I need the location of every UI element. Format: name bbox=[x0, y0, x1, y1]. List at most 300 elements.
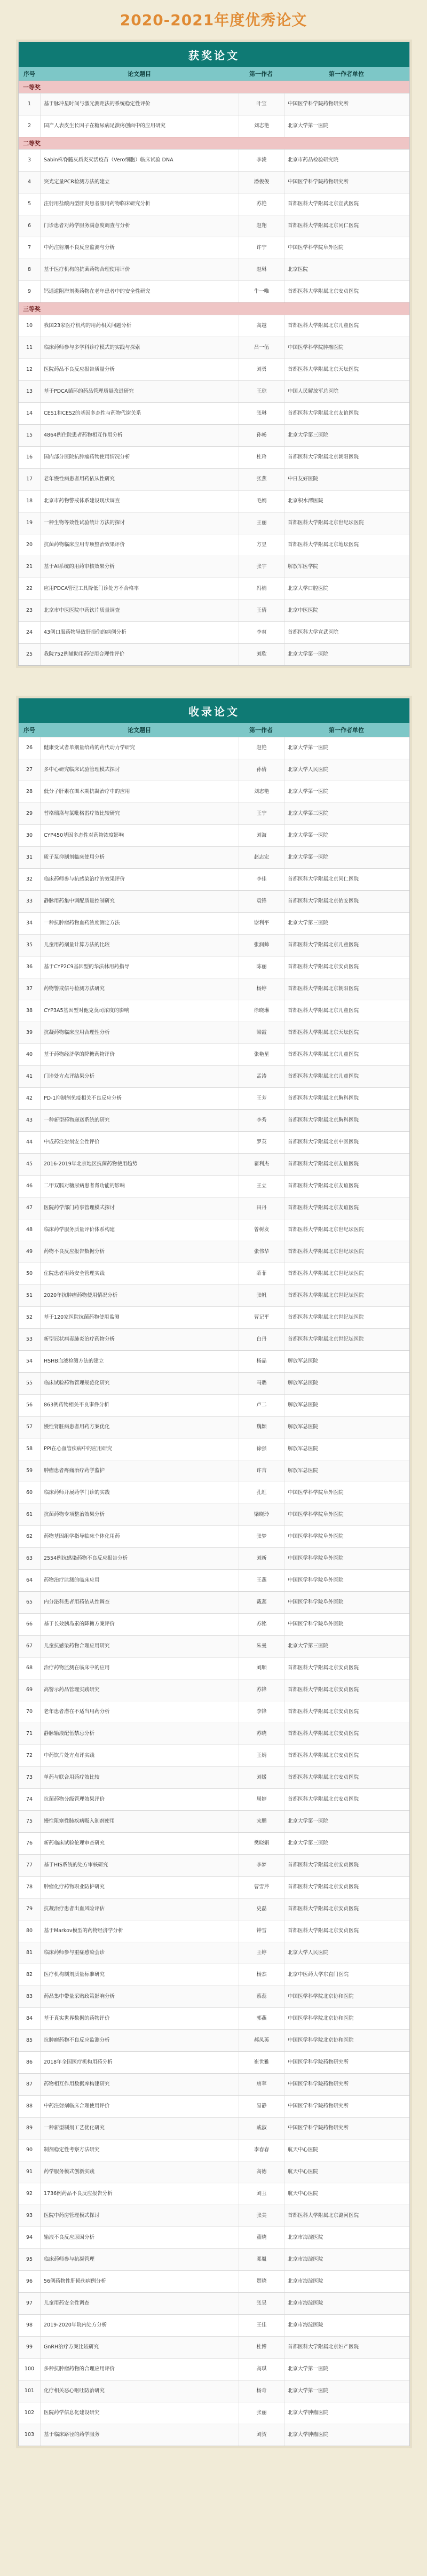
row-no: 89 bbox=[19, 2118, 41, 2139]
row-no: 63 bbox=[19, 1548, 41, 1569]
row-unit: 中日友好医院 bbox=[288, 476, 319, 482]
table-row bbox=[19, 2205, 409, 2227]
row-title: 基于CYP2C9基因型的华法林用药指导 bbox=[41, 956, 239, 978]
row-author: 刘欣 bbox=[239, 644, 284, 665]
row-author: 杨婷 bbox=[239, 978, 284, 1000]
row-author: 王燕 bbox=[239, 1570, 284, 1591]
row-unit: 首都医科大学附属北京安贞医院 bbox=[288, 1709, 359, 1715]
table-row bbox=[19, 2073, 409, 2095]
row-title: 儿童用药安全性调查 bbox=[41, 2293, 239, 2314]
table-row bbox=[19, 2117, 409, 2139]
column-no: 序号 bbox=[23, 727, 35, 734]
row-title: 药品集中带量采购政策影响分析 bbox=[41, 1986, 239, 2007]
row-no: 100 bbox=[19, 2359, 41, 2380]
row-title: 多种抗肿瘤药物的合理应用评价 bbox=[41, 2359, 239, 2380]
row-unit: 中国医学科学院阜外医院 bbox=[288, 1512, 344, 1517]
row-no: 48 bbox=[19, 1219, 41, 1241]
row-no: 12 bbox=[19, 359, 41, 380]
row-no: 62 bbox=[19, 1526, 41, 1547]
row-no: 32 bbox=[19, 869, 41, 890]
table-row bbox=[19, 1044, 409, 1065]
table-row bbox=[19, 2051, 409, 2073]
row-no: 19 bbox=[19, 512, 41, 534]
award-table-body bbox=[19, 81, 409, 665]
row-unit: 北京大学第一医院 bbox=[288, 123, 329, 129]
table-row bbox=[19, 1788, 409, 1810]
row-no: 47 bbox=[19, 1197, 41, 1219]
row-author: 曹雪芹 bbox=[239, 1877, 284, 1898]
table-row bbox=[19, 1197, 409, 1219]
row-author: 冯楠 bbox=[239, 578, 284, 600]
table-row bbox=[19, 1723, 409, 1745]
row-author: 王婷 bbox=[239, 1942, 284, 1964]
row-no: 49 bbox=[19, 1241, 41, 1263]
row-author: 易静 bbox=[239, 2096, 284, 2117]
table-row bbox=[19, 2139, 409, 2161]
row-author: 王婧 bbox=[239, 1745, 284, 1766]
row-author: 董晓 bbox=[239, 2227, 284, 2248]
row-no: 75 bbox=[19, 1811, 41, 1832]
row-author: 牛一唯 bbox=[239, 281, 284, 302]
row-author: 高琪 bbox=[239, 2359, 284, 2380]
row-no: 9 bbox=[19, 281, 41, 302]
row-author: 赵艳 bbox=[239, 737, 284, 759]
table-row bbox=[19, 149, 409, 171]
table-row bbox=[19, 1745, 409, 1766]
row-unit: 首都医科大学附属北京世纪坛医院 bbox=[288, 1249, 364, 1255]
row-title: 一种抗肿瘤药物血药浓度测定方法 bbox=[41, 913, 239, 934]
row-title: GnRH治疗方案比较研究 bbox=[41, 2337, 239, 2358]
row-no: 31 bbox=[19, 847, 41, 868]
row-no: 15 bbox=[19, 425, 41, 446]
row-author: 张丽 bbox=[239, 2402, 284, 2424]
row-author: 卢二 bbox=[239, 1395, 284, 1416]
row-no: 33 bbox=[19, 891, 41, 912]
row-title: 治疗药物监测在临床中的应用 bbox=[41, 1657, 239, 1679]
row-title: 医院药学信息化建设研究 bbox=[41, 2402, 239, 2424]
row-no: 42 bbox=[19, 1088, 41, 1109]
row-title: 抗凝药物临床应用合理性分析 bbox=[41, 1022, 239, 1044]
table-row bbox=[19, 1416, 409, 1438]
row-title: 中药注射剂不良反应监测与分析 bbox=[41, 237, 239, 259]
row-unit: 北京大学肿瘤医院 bbox=[288, 2432, 329, 2438]
row-unit: 北京积水潭医院 bbox=[288, 498, 323, 504]
row-unit: 北京大学第一医院 bbox=[288, 789, 329, 795]
table-row bbox=[19, 2270, 409, 2292]
table-row bbox=[19, 1438, 409, 1460]
row-author: 邓胤 bbox=[239, 2249, 284, 2270]
table-row bbox=[19, 1854, 409, 1876]
row-author: 王倩 bbox=[239, 600, 284, 621]
table-row bbox=[19, 1964, 409, 1986]
row-title: 低分子肝素在围术期抗凝治疗中的应用 bbox=[41, 781, 239, 803]
row-title: 输液不良反应原因分析 bbox=[41, 2227, 239, 2248]
table-row bbox=[19, 1701, 409, 1723]
table-row bbox=[19, 846, 409, 868]
row-no: 84 bbox=[19, 2008, 41, 2029]
row-no: 14 bbox=[19, 403, 41, 424]
row-unit: 解放军医学院 bbox=[288, 564, 319, 570]
table-row bbox=[19, 337, 409, 359]
row-unit: 解放军总医院 bbox=[288, 1468, 319, 1474]
row-title: 一种新型药物递送系统的研究 bbox=[41, 1110, 239, 1131]
row-unit: 首都医科大学附属北京安贞医院 bbox=[288, 289, 359, 294]
row-title: 临床药师参与多学科诊疗模式的实践与探索 bbox=[41, 337, 239, 359]
row-title: 新药临床试验伦理审查研究 bbox=[41, 1833, 239, 1854]
table-row bbox=[19, 737, 409, 759]
row-unit: 首都医科大学附属北京安贞医院 bbox=[288, 1928, 359, 1934]
row-author: 宋鹏 bbox=[239, 1811, 284, 1832]
table-row bbox=[19, 534, 409, 556]
row-author: 苏艳 bbox=[239, 193, 284, 215]
row-no: 50 bbox=[19, 1263, 41, 1285]
row-unit: 首都医科大学附属北京世纪坛医院 bbox=[288, 1336, 364, 1342]
row-unit: 首都医科大学附属北京佑安医院 bbox=[288, 898, 359, 904]
row-no: 101 bbox=[19, 2380, 41, 2402]
row-no: 92 bbox=[19, 2183, 41, 2205]
table-row bbox=[19, 1657, 409, 1679]
table-row bbox=[19, 1613, 409, 1635]
row-author: 王琼 bbox=[239, 381, 284, 402]
row-title: 静脉用药集中调配质量控制研究 bbox=[41, 891, 239, 912]
row-unit: 首都医科大学附属北京宣武医院 bbox=[288, 201, 359, 207]
row-unit: 首都医科大学附属北京世纪坛医院 bbox=[288, 1271, 364, 1277]
row-unit: 首都医科大学附属北京儿童医院 bbox=[288, 942, 359, 948]
table-row bbox=[19, 1175, 409, 1197]
row-unit: 首都医科大学附属北京安贞医院 bbox=[288, 1753, 359, 1758]
row-author: 马璐 bbox=[239, 1373, 284, 1394]
row-author: 张伟华 bbox=[239, 1241, 284, 1263]
row-no: 46 bbox=[19, 1176, 41, 1197]
row-no: 99 bbox=[19, 2337, 41, 2358]
table-row bbox=[19, 1591, 409, 1613]
row-title: 钙通道阻滞剂类药物在老年患者中的安全性研究 bbox=[41, 281, 239, 302]
row-no: 4 bbox=[19, 172, 41, 193]
row-title: PPI在心血管疾病中的应用研究 bbox=[41, 1438, 239, 1460]
row-no: 82 bbox=[19, 1964, 41, 1986]
row-title: 临床试验药物管理规范化研究 bbox=[41, 1373, 239, 1394]
row-author: 王佳 bbox=[239, 2315, 284, 2336]
row-no: 72 bbox=[19, 1745, 41, 1766]
table-row bbox=[19, 1942, 409, 1964]
row-unit: 中国人民解放军总医院 bbox=[288, 388, 339, 394]
row-unit: 航天中心医院 bbox=[288, 2169, 319, 2175]
table-row bbox=[19, 890, 409, 912]
row-unit: 北京大学第一医院 bbox=[288, 745, 329, 751]
table-row bbox=[19, 315, 409, 337]
column-no: 序号 bbox=[23, 71, 35, 77]
row-title: 基于HIS系统的处方审核研究 bbox=[41, 1855, 239, 1876]
row-no: 56 bbox=[19, 1395, 41, 1416]
row-author: 吕一伍 bbox=[239, 337, 284, 359]
table-row bbox=[19, 512, 409, 534]
row-unit: 解放军总医院 bbox=[288, 1446, 319, 1452]
table-row bbox=[19, 1087, 409, 1109]
row-no: 17 bbox=[19, 469, 41, 490]
row-author: 王立 bbox=[239, 1176, 284, 1197]
row-unit: 解放军总医院 bbox=[288, 1402, 319, 1408]
column-title: 论文题目 bbox=[128, 71, 151, 77]
table-row bbox=[19, 1547, 409, 1569]
row-author: 赵琳 bbox=[239, 259, 284, 281]
row-author: 王芳 bbox=[239, 1088, 284, 1109]
row-unit: 北京大学第一医院 bbox=[288, 2388, 329, 2394]
row-no: 34 bbox=[19, 913, 41, 934]
row-unit: 首都医科大学附属北京儿童医院 bbox=[288, 323, 359, 329]
row-author: 刘海 bbox=[239, 825, 284, 846]
row-no: 90 bbox=[19, 2139, 41, 2161]
row-title: 化疗相关恶心呕吐防治研究 bbox=[41, 2380, 239, 2402]
row-author: 郝凤英 bbox=[239, 2030, 284, 2051]
row-unit: 首都医科大学附属北京胸科医院 bbox=[288, 1095, 359, 1101]
row-author: 贺晓 bbox=[239, 2271, 284, 2292]
award-panel bbox=[18, 42, 410, 666]
table-row bbox=[19, 1526, 409, 1547]
row-unit: 北京大学第三医院 bbox=[288, 1643, 329, 1649]
row-no: 30 bbox=[19, 825, 41, 846]
row-author: 刘志艳 bbox=[239, 781, 284, 803]
table-row bbox=[19, 1328, 409, 1350]
row-no: 29 bbox=[19, 803, 41, 824]
row-unit: 首都医科大学宣武医院 bbox=[288, 629, 339, 635]
row-no: 55 bbox=[19, 1373, 41, 1394]
row-unit: 北京大学口腔医院 bbox=[288, 586, 329, 592]
table-row bbox=[19, 1482, 409, 1504]
row-title: 基于真实世界数据的药物评价 bbox=[41, 2008, 239, 2029]
row-no: 70 bbox=[19, 1701, 41, 1723]
row-author: 叶宝 bbox=[239, 94, 284, 115]
row-author: 刘志艳 bbox=[239, 115, 284, 137]
row-author: 刘新 bbox=[239, 1548, 284, 1569]
row-author: 孙倩 bbox=[239, 759, 284, 781]
row-author: 罗英 bbox=[239, 1132, 284, 1153]
row-unit: 中国医学科学院肿瘤医院 bbox=[288, 345, 344, 351]
table-row bbox=[19, 1306, 409, 1328]
row-unit: 中国医学科学院药物研究所 bbox=[288, 101, 349, 107]
table-row bbox=[19, 1241, 409, 1263]
row-unit: 解放军总医院 bbox=[288, 1358, 319, 1364]
row-author: 杨杰 bbox=[239, 1964, 284, 1986]
row-title: 内分泌科患者用药依从性调查 bbox=[41, 1592, 239, 1613]
row-no: 52 bbox=[19, 1307, 41, 1328]
table-row bbox=[19, 2380, 409, 2402]
row-unit: 北京大学第一医院 bbox=[288, 2366, 329, 2372]
row-no: 98 bbox=[19, 2315, 41, 2336]
row-title: 健康受试者单剂量给药的药代动力学研究 bbox=[41, 737, 239, 759]
award-heading: 获奖论文 bbox=[19, 42, 409, 67]
award-column-header bbox=[19, 67, 409, 81]
table-row bbox=[19, 2292, 409, 2314]
row-no: 102 bbox=[19, 2402, 41, 2424]
row-no: 73 bbox=[19, 1767, 41, 1788]
row-author: 曹记平 bbox=[239, 1307, 284, 1328]
row-unit: 首都医科大学附属北京天坛医院 bbox=[288, 367, 359, 372]
row-no: 51 bbox=[19, 1285, 41, 1306]
row-author: 杨奇 bbox=[239, 2380, 284, 2402]
row-title: 我国23家医疗机构的用药相关问题分析 bbox=[41, 315, 239, 337]
row-title: CYP3A5基因型对他克莫司浓度的影响 bbox=[41, 1000, 239, 1022]
row-no: 77 bbox=[19, 1855, 41, 1876]
row-title: 慢性肾脏病患者用药方案优化 bbox=[41, 1417, 239, 1438]
collected-column-header bbox=[19, 723, 409, 737]
row-no: 83 bbox=[19, 1986, 41, 2007]
row-author: 杜博 bbox=[239, 2337, 284, 2358]
row-unit: 中国医学科学院阜外医院 bbox=[288, 1534, 344, 1539]
table-row bbox=[19, 1679, 409, 1701]
row-no: 23 bbox=[19, 600, 41, 621]
table-row bbox=[19, 1350, 409, 1372]
row-author: 李爽 bbox=[239, 622, 284, 643]
row-unit: 中国医学科学院药物研究所 bbox=[288, 179, 349, 185]
row-title: 56例药物性肝损伤病例分析 bbox=[41, 2271, 239, 2292]
column-author: 第一作者 bbox=[249, 71, 273, 77]
row-author: 孟涛 bbox=[239, 1066, 284, 1087]
row-author: 梁晓玲 bbox=[239, 1504, 284, 1526]
row-no: 45 bbox=[19, 1154, 41, 1175]
row-no: 16 bbox=[19, 447, 41, 468]
row-no: 54 bbox=[19, 1351, 41, 1372]
row-no: 68 bbox=[19, 1657, 41, 1679]
collected-panel bbox=[18, 698, 410, 2446]
table-row bbox=[19, 2095, 409, 2117]
table-row bbox=[19, 1000, 409, 1022]
row-unit: 中国医学科学院阜外医院 bbox=[288, 1577, 344, 1583]
table-row bbox=[19, 1766, 409, 1788]
row-unit: 首都医科大学附属北京安贞医院 bbox=[288, 1884, 359, 1890]
row-unit: 中国医学科学院阜外医院 bbox=[288, 245, 344, 251]
row-title: 药物治疗监测的临床应用 bbox=[41, 1570, 239, 1591]
row-no: 86 bbox=[19, 2052, 41, 2073]
row-no: 5 bbox=[19, 193, 41, 215]
row-author: 田丹 bbox=[239, 1197, 284, 1219]
row-title: 1736例药品不良反应报告分析 bbox=[41, 2183, 239, 2205]
row-no: 91 bbox=[19, 2161, 41, 2183]
table-row bbox=[19, 2402, 409, 2424]
row-author: 白丹 bbox=[239, 1329, 284, 1350]
row-unit: 首都医科大学附属北京妇产医院 bbox=[288, 2344, 359, 2350]
row-no: 40 bbox=[19, 1044, 41, 1065]
row-no: 20 bbox=[19, 534, 41, 556]
row-author: 王宁 bbox=[239, 803, 284, 824]
row-unit: 首都医科大学附属北京朝阳医院 bbox=[288, 986, 359, 992]
row-title: 医院中药房管理模式探讨 bbox=[41, 2205, 239, 2227]
table-row bbox=[19, 93, 409, 115]
row-no: 25 bbox=[19, 644, 41, 665]
row-author: 张琳 bbox=[239, 403, 284, 424]
row-title: 门诊处方点评结果分析 bbox=[41, 1066, 239, 1087]
column-author: 第一作者 bbox=[249, 727, 273, 734]
row-no: 3 bbox=[19, 150, 41, 171]
row-no: 2 bbox=[19, 115, 41, 137]
row-unit: 首都医科大学附属北京安贞医院 bbox=[288, 964, 359, 970]
row-author: 薛菲 bbox=[239, 1263, 284, 1285]
row-no: 80 bbox=[19, 1920, 41, 1942]
row-author: 张帆 bbox=[239, 1285, 284, 1306]
table-row bbox=[19, 490, 409, 512]
row-unit: 北京中医药大学东直门医院 bbox=[288, 1972, 349, 1978]
row-title: 二甲双胍对糖尿病患者肾功能的影响 bbox=[41, 1176, 239, 1197]
row-unit: 中国医学科学院北京协和医院 bbox=[288, 2037, 354, 2043]
table-row bbox=[19, 1635, 409, 1657]
table-row bbox=[19, 259, 409, 281]
table-row bbox=[19, 115, 409, 137]
row-no: 64 bbox=[19, 1570, 41, 1591]
row-title: 医院药品不良反应报告质量分析 bbox=[41, 359, 239, 380]
row-author: 郭燕 bbox=[239, 2008, 284, 2029]
row-title: 基于长效胰岛素的降糖方案评价 bbox=[41, 1614, 239, 1635]
row-title: 注射用盐酸丙型肝炎患者服用药物临床研究分析 bbox=[41, 193, 239, 215]
row-unit: 北京大学第一医院 bbox=[288, 854, 329, 860]
row-title: 临床药师参与抗感染治疗的效果评价 bbox=[41, 869, 239, 890]
row-no: 38 bbox=[19, 1000, 41, 1022]
column-unit: 第一作者单位 bbox=[329, 71, 364, 77]
row-title: 单药与联合用药疗效比较 bbox=[41, 1767, 239, 1788]
row-author: 戴蕊 bbox=[239, 1592, 284, 1613]
row-title: 基于医疗机构的抗菌药物合理使用评价 bbox=[41, 259, 239, 281]
row-title: 基于临床路径的药学服务 bbox=[41, 2424, 239, 2446]
row-title: 4864例住院患者药物相互作用分析 bbox=[41, 425, 239, 446]
row-title: 药学服务模式创新实践 bbox=[41, 2161, 239, 2183]
award-section-label: 三等奖 bbox=[19, 302, 409, 315]
row-no: 57 bbox=[19, 1417, 41, 1438]
row-author: 苏锋 bbox=[239, 1679, 284, 1701]
row-unit: 中国医学科学院阜外医院 bbox=[288, 1599, 344, 1605]
table-row bbox=[19, 237, 409, 259]
row-title: 替格瑞洛与氯吡格雷疗效比较研究 bbox=[41, 803, 239, 824]
row-unit: 中国医学科学院北京协和医院 bbox=[288, 1994, 354, 1999]
row-title: CES1和CES2的基因多态性与药物代谢关系 bbox=[41, 403, 239, 424]
row-title: 基于脉冲星时间与激光测距法的系统稳定性评价 bbox=[41, 94, 239, 115]
row-author: 刘贺 bbox=[239, 2424, 284, 2446]
column-title: 论文题目 bbox=[128, 727, 151, 734]
table-row bbox=[19, 2248, 409, 2270]
row-no: 7 bbox=[19, 237, 41, 259]
row-author: 刘顺 bbox=[239, 1657, 284, 1679]
row-unit: 北京大学第三医院 bbox=[288, 811, 329, 816]
row-author: 张润帅 bbox=[239, 935, 284, 956]
row-author: 高越 bbox=[239, 315, 284, 337]
row-unit: 首都医科大学附属北京安贞医院 bbox=[288, 1796, 359, 1802]
row-title: PD-1抑制剂免疫相关不良反应分析 bbox=[41, 1088, 239, 1109]
row-no: 22 bbox=[19, 578, 41, 600]
row-unit: 首都医科大学附属北京世纪坛医院 bbox=[288, 520, 364, 526]
row-unit: 北京中医医院 bbox=[288, 608, 319, 613]
table-row bbox=[19, 1372, 409, 1394]
row-title: HSHB血液检测方法的建立 bbox=[41, 1351, 239, 1372]
row-title: 医院药学部门药事管理模式探讨 bbox=[41, 1197, 239, 1219]
row-title: 新型冠状病毒肺炎治疗药物分析 bbox=[41, 1329, 239, 1350]
row-unit: 北京大学第三医院 bbox=[288, 1840, 329, 1846]
row-no: 71 bbox=[19, 1723, 41, 1745]
row-no: 21 bbox=[19, 556, 41, 578]
row-unit: 北京市海淀医院 bbox=[288, 2322, 323, 2328]
row-author: 樊晓娟 bbox=[239, 1833, 284, 1854]
table-row bbox=[19, 2358, 409, 2380]
row-unit: 首都医科大学附属北京安贞医院 bbox=[288, 1731, 359, 1737]
row-title: 基于Markov模型的药物经济学分析 bbox=[41, 1920, 239, 1942]
row-title: 门诊患者对药学服务满意度调查与分析 bbox=[41, 215, 239, 237]
row-no: 78 bbox=[19, 1877, 41, 1898]
row-unit: 首都医科大学附属北京儿童医院 bbox=[288, 1008, 359, 1014]
row-unit: 首都医科大学附属北京友谊医院 bbox=[288, 1205, 359, 1211]
row-no: 24 bbox=[19, 622, 41, 643]
row-author: 赵翔 bbox=[239, 215, 284, 237]
row-title: 国内部分医院抗肿瘤药物使用情况分析 bbox=[41, 447, 239, 468]
row-no: 85 bbox=[19, 2030, 41, 2051]
row-unit: 首都医科大学附属北京同仁医院 bbox=[288, 876, 359, 882]
row-no: 37 bbox=[19, 978, 41, 1000]
row-no: 94 bbox=[19, 2227, 41, 2248]
